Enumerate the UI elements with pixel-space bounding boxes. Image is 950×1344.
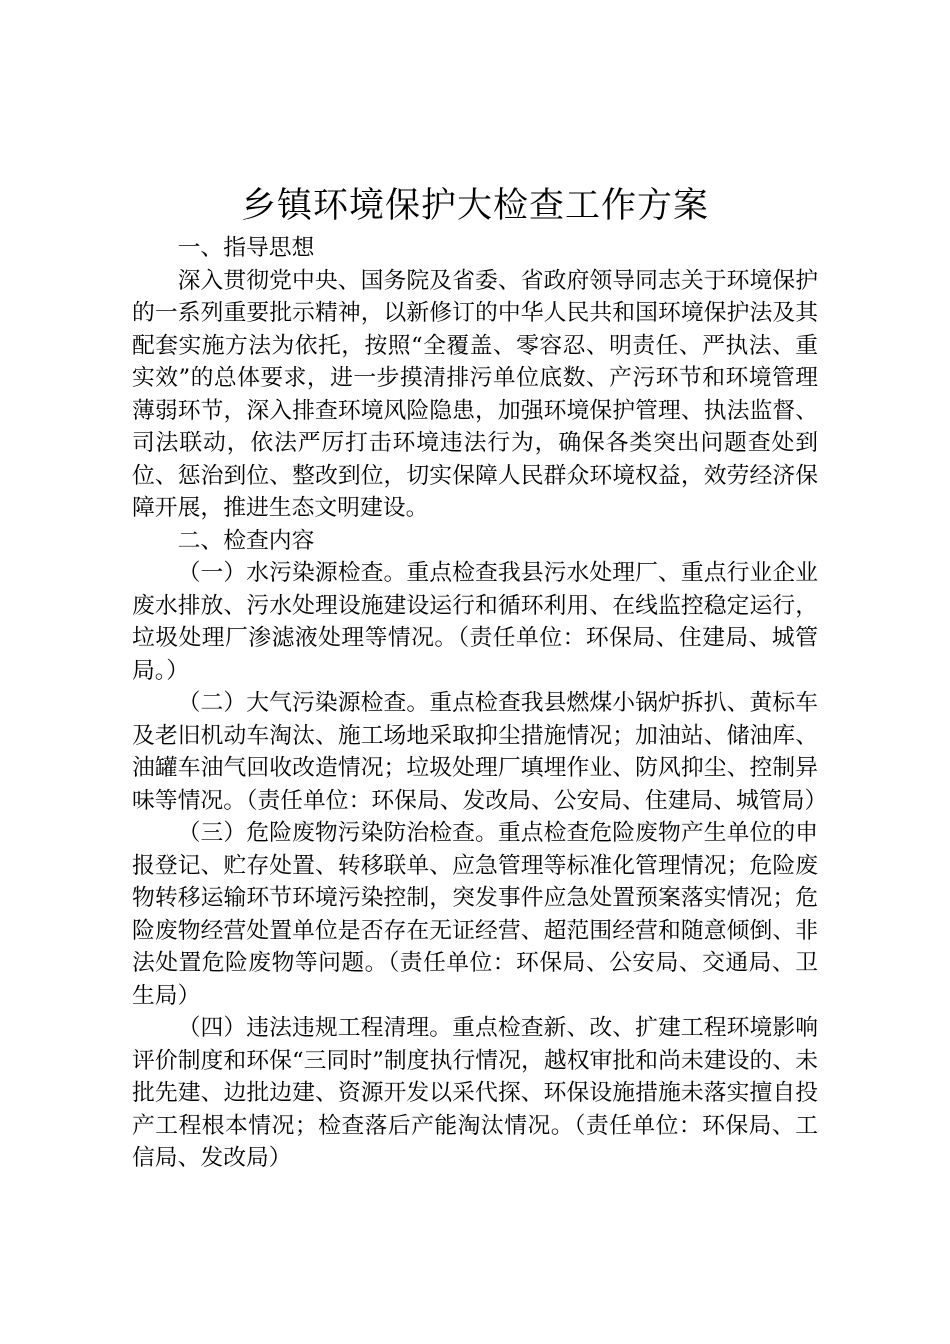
paragraph-water-pollution: （一）水污染源检查。重点检查我县污水处理厂、重点行业企业废水排放、污水处理设施建设运行和循环利用、在线监控稳定运行，垃圾处理厂渗滤液处理等情况。（责任单位：环保局、住建局、城管局。） [132,560,818,684]
document-title: 乡镇环境保护大检查工作方案 [240,186,709,226]
document-page [132,180,828,1175]
section-heading-inspection-content: 二、检查内容 [177,527,315,554]
paragraph-hazardous-waste: （三）危险废物污染防治检查。重点检查危险废物产生单位的申报登记、贮存处置、转移联单、应急管理等标准化管理情况；危险废物转移运输环节环境污染控制，突发事件应急处置预案落实情况；危险废物经营处置单位是否存在无证经营、超范围经营和随意倾倒、非法处置危险废物等问题。（责任单位：环保局、公安局、交通局、卫生局） [132,820,818,1009]
section-heading-guiding-ideology: 一、指导思想 [177,235,315,261]
paragraph-air-pollution: （二）大气污染源检查。重点检查我县燃煤小锅炉拆扒、黄标车及老旧机动车淘汰、施工场地采取抑尘措施情况；加油站、储油库、油罐车油气回收改造情况；垃圾处理厂填埋作业、防风抑尘、控制异味等情况。（责任单位：环保局、发改局、公安局、住建局、城管局） [132,690,828,814]
paragraph-guiding-ideology: 深入贯彻党中央、国务院及省委、省政府领导同志关于环境保护的一系列重要批示精神，以新修订的中华人民共和国环境保护法及其配套实施方法为依托，按照“全覆盖、零容忍、明责任、严执法、重实效”的总体要求，进一步摸清排污单位底数、产污环节和环境管理薄弱环节，深入排查环境风险隐患，加强环境保护管理、执法监督、司法联动，依法严厉打击环境违法行为，确保各类突出问题查处到位、惩治到位、整改到位，切实保障人民群众环境权益，效劳经济保障开展，推进生态文明建设。 [132,267,818,521]
paragraph-illegal-projects: （四）违法违规工程清理。重点检查新、改、扩建工程环境影响评价制度和环保“三同时”制度执行情况，越权审批和尚未建设的、未批先建、边批边建、资源开发以采代探、环保设施措施未落实擅自投产工程根本情况；检查落后产能淘汰情况。（责任单位：环保局、工信局、发改局） [132,1015,818,1171]
